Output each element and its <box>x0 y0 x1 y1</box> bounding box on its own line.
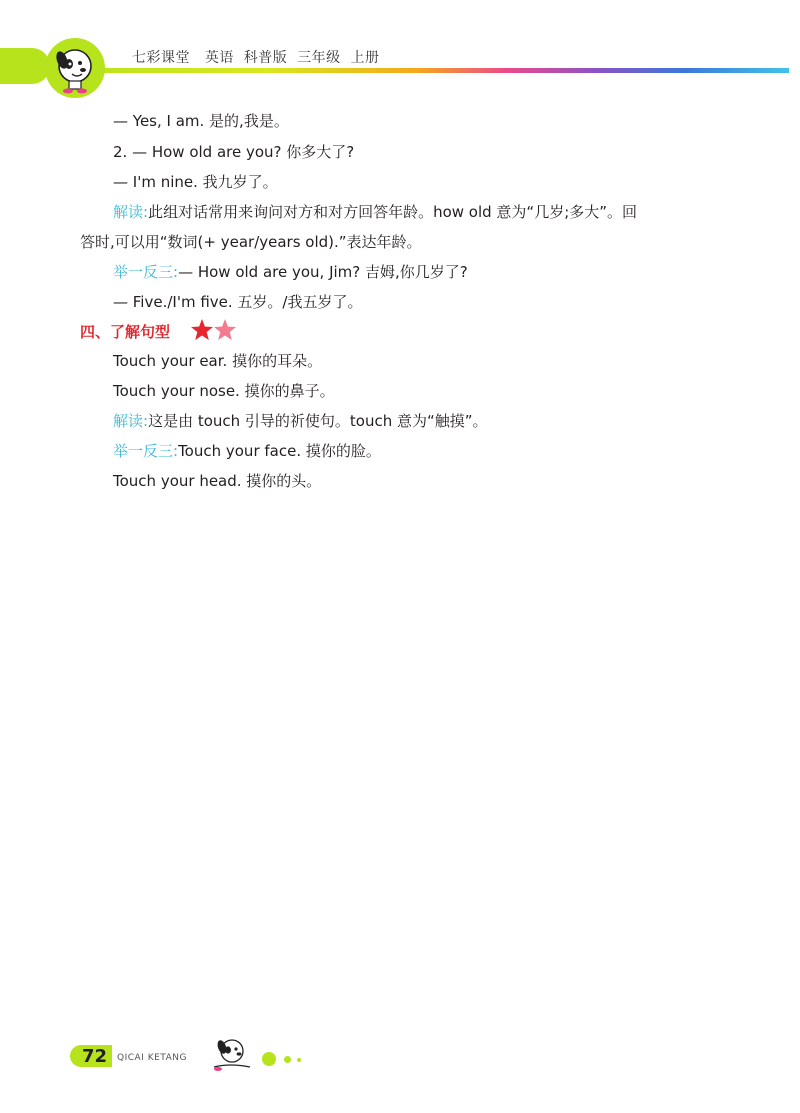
dialogue-line: — Yes, I am. 是的,我是。 <box>113 112 289 130</box>
dialogue-line: 2. — How old are you? 你多大了? <box>113 143 355 161</box>
page-number: 72 <box>82 1046 108 1067</box>
dialogue-line: — Five./I'm five. 五岁。/我五岁了。 <box>113 293 363 311</box>
dog-mascot-icon <box>210 1035 254 1075</box>
dialogue-line: — I'm nine. 我九岁了。 <box>113 173 278 191</box>
header-tab <box>0 48 50 84</box>
decorative-dot <box>262 1052 276 1066</box>
explanation-continuation: 答时,可以用“数词(+ year/years old).”表达年龄。 <box>80 233 422 251</box>
explanation-paragraph <box>113 202 637 222</box>
example-label: 举一反三: <box>113 263 179 281</box>
page-header <box>0 0 800 110</box>
explanation-text: 这是由 touch 引导的祈使句。touch 意为“触摸”。 <box>148 412 488 430</box>
example-label: 举一反三: <box>113 442 179 460</box>
decorative-dot <box>284 1056 291 1063</box>
difficulty-stars-icon <box>190 318 240 342</box>
header-color-band <box>44 68 789 73</box>
example-text: Touch your face. 摸你的脸。 <box>178 442 381 460</box>
example-line <box>113 441 381 461</box>
explanation-paragraph <box>113 411 488 431</box>
dog-mascot-icon <box>45 38 105 98</box>
sentence-line: Touch your head. 摸你的头。 <box>113 472 322 490</box>
explanation-text: 此组对话常用来询问对方和对方回答年龄。how old 意为“几岁;多大”。回 <box>148 203 638 221</box>
explanation-label: 解读: <box>113 203 149 221</box>
footer-brand: QICAI KETANG <box>117 1053 187 1063</box>
example-line <box>113 262 468 282</box>
explanation-label: 解读: <box>113 412 149 430</box>
page-footer <box>0 1030 800 1113</box>
star-icon <box>214 319 236 340</box>
decorative-dot <box>297 1058 301 1062</box>
section-title: 四、了解句型 <box>80 323 171 341</box>
header-title: 七彩课堂 英语 科普版 三年级 上册 <box>132 50 380 66</box>
mascot-badge <box>45 38 105 98</box>
sentence-line: Touch your nose. 摸你的鼻子。 <box>113 382 335 400</box>
sentence-line: Touch your ear. 摸你的耳朵。 <box>113 352 323 370</box>
star-icon <box>191 319 213 340</box>
example-text: — How old are you, Jim? 吉姆,你几岁了? <box>178 263 468 281</box>
